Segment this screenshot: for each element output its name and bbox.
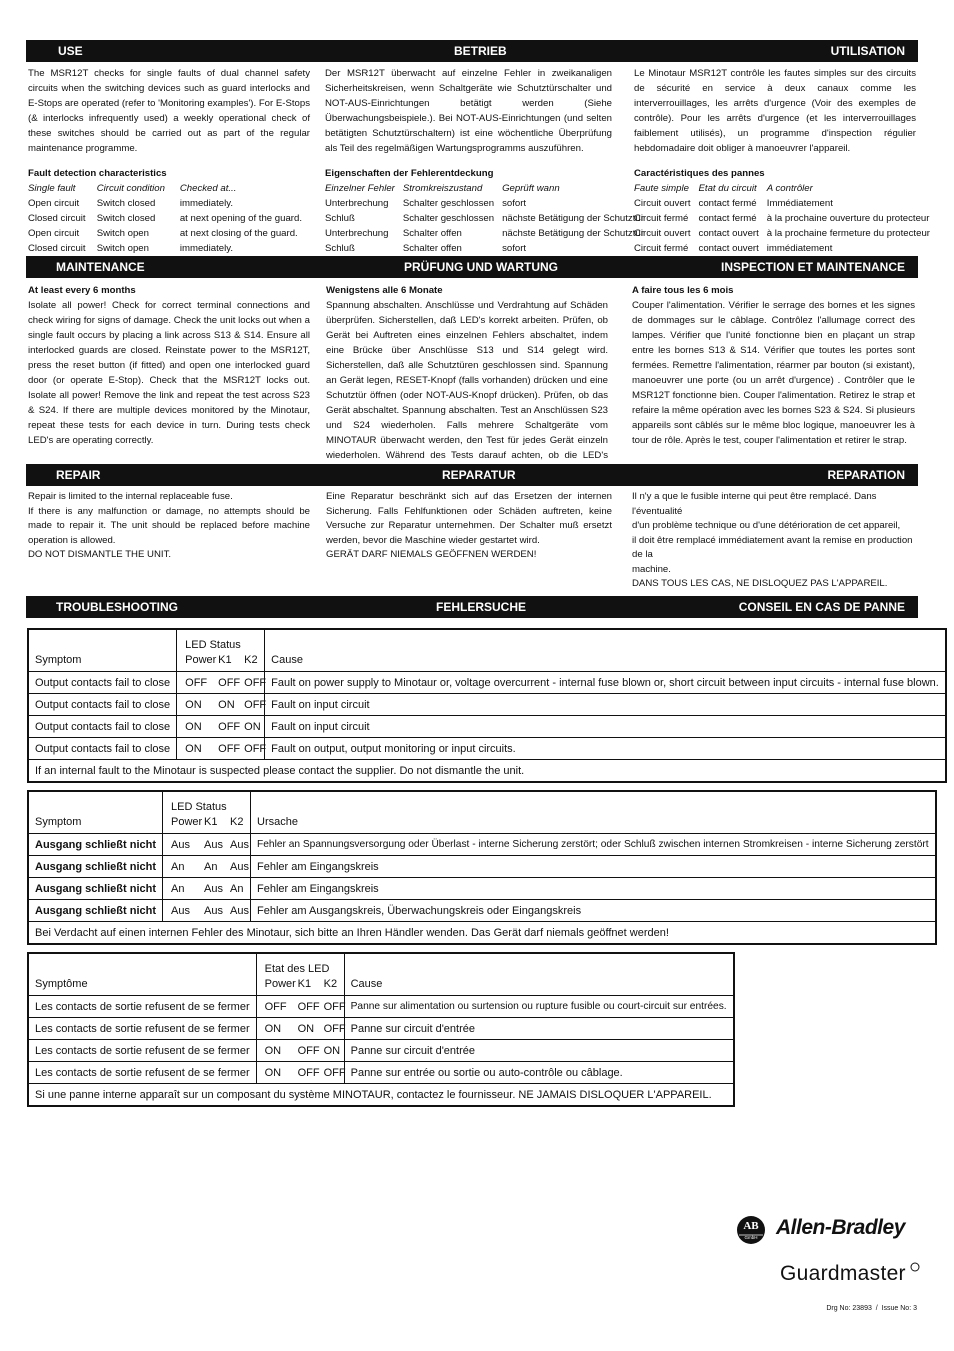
section-bar-troubleshooting	[26, 596, 918, 618]
table-row: Ausgang schließt nicht Aus Aus Aus Fehler am Ausgangskreis, Überwachungskreis oder Eingangskreis	[28, 900, 936, 922]
repair-line: DANS TOUS LES CAS, NE DISLOQUEZ PAS L'APPAREIL.	[632, 578, 888, 589]
table-row: Les contacts de sortie refusent de se fermer ON ON OFF Panne sur circuit d'entrée	[28, 1018, 734, 1040]
troubleshooting-table-fr	[27, 952, 735, 1107]
table-row: Output contacts fail to close ON ON OFF Fault on input circuit	[28, 694, 946, 716]
heading-use-de: BETRIEB	[454, 44, 507, 58]
maintenance-text-en: Isolate all power! Check for correct terminal connections and check wiring for signs of damage. Check the unit locks out when a single fault occurs by placing a link across S13 & S14. Ensure all interlocked guards are closed. Reinstate power to the MSR12T, press the reset button (if fitted) and open one interlocked guard door (or operate E-Stop). Check that the MSR12T locks out. Isolate all power! Remove the link and repeat the test across S23 & S24. If there are multiple devices monitored by the Minotaur, repeat these tests for each device in turn. During tests check LED's are operating correctly.	[28, 300, 310, 446]
col-header-power: Power	[185, 654, 217, 666]
col-header-k2: K2	[244, 654, 258, 666]
maintenance-title-de: Wenigstens alle 6 Monate	[326, 285, 443, 296]
fault-row: Unterbrechung Schalter geschlossen sofort	[325, 198, 527, 209]
fault-row: Closed circuit Switch open immediately.	[28, 243, 233, 254]
use-column-en	[28, 66, 310, 256]
section-bar-repair	[26, 464, 918, 486]
col-header-power: Power	[171, 816, 203, 828]
table-row: Output contacts fail to close ON OFF OFF Fault on output, output monitoring or input circuits.	[28, 738, 946, 760]
fault-col-header: Etat du circuit	[698, 183, 757, 194]
col-header-k1: K1	[297, 978, 312, 990]
led-status-label: LED Status	[185, 639, 241, 651]
col-header-cause: Cause	[265, 629, 946, 672]
table-row: Output contacts fail to close ON OFF ON Fault on input circuit	[28, 716, 946, 738]
fault-col-header: Geprüft wann	[502, 183, 560, 194]
table-footer-note: Si une panne interne apparaît sur un composant du système MINOTAUR, contactez le fournisseur. NE JAMAIS DISLOQUER L'APPAREIL.	[28, 1084, 734, 1107]
drawing-number: Drg No: 23893 / Issue No: 3	[826, 1305, 917, 1312]
repair-line: DO NOT DISMANTLE THE UNIT.	[28, 549, 172, 560]
fault-table-title-en: Fault detection characteristics	[28, 168, 167, 179]
repair-column-en	[28, 490, 310, 563]
heading-troubleshooting-de: FEHLERSUCHE	[436, 600, 527, 614]
fault-col-header: Checked at...	[179, 183, 237, 194]
col-header-symptom: Symptôme	[28, 953, 256, 996]
ab-logo	[736, 1215, 766, 1245]
table-row: Ausgang schließt nicht Aus Aus Aus Fehler an Spannungsversorgung oder Überlast - interne Sicherung zerstört; oder Schluß zwischen internen Stromkreisen - interne Sicherung zerstört	[28, 834, 936, 856]
fault-row: Open circuit Switch closed immediately.	[28, 198, 233, 209]
maintenance-title-en: At least every 6 months	[28, 285, 136, 296]
repair-line: d'un problème technique ou d'une détérioration de cet appareil,	[632, 520, 901, 531]
guardmaster-logo: Guardmaster	[780, 1262, 906, 1285]
heading-troubleshooting-fr: CONSEIL EN CAS DE PANNE	[738, 600, 905, 614]
col-header-symptom: Symptom	[28, 629, 177, 672]
table-row: Ausgang schließt nicht An Aus An Fehler am Eingangskreis	[28, 878, 936, 900]
repair-line: machine.	[632, 563, 671, 575]
repair-column-fr	[632, 490, 915, 592]
heading-repair-fr: REPARATION	[827, 468, 905, 482]
fault-col-header: Single fault	[28, 183, 76, 194]
use-column-de	[325, 66, 644, 256]
heading-maintenance-de: PRÜFUNG UND WARTUNG	[404, 260, 558, 274]
fault-row: Schluß Schalter offen sofort	[325, 243, 527, 254]
led-status-header	[177, 629, 265, 672]
fault-row: Circuit fermé contact fermé à la prochaine ouverture du protecteur	[634, 213, 930, 224]
fault-table-title-de: Eigenschaften der Fehlerentdeckung	[325, 168, 494, 179]
led-status-header	[256, 953, 344, 996]
troubleshooting-table-de	[27, 790, 937, 945]
use-column-fr	[634, 66, 930, 256]
fault-row: Circuit ouvert contact ouvert à la prochaine fermeture du protecteur	[634, 228, 930, 239]
fault-row: Schluß Schalter geschlossen nächste Betätigung der Schutztür	[325, 213, 644, 224]
maintenance-column-en	[28, 283, 310, 448]
col-header-cause: Cause	[344, 953, 734, 996]
repair-line: If there is any malfunction or damage, no attempts should be made to repair it. The unit should be replaced before machine operation is allowed.	[28, 505, 310, 546]
table-footer-row	[28, 922, 936, 945]
col-header-k1: K1	[218, 654, 232, 666]
heading-troubleshooting-en: TROUBLESHOOTING	[56, 600, 178, 614]
repair-line: Repair is limited to the internal replaceable fuse.	[28, 491, 233, 502]
heading-maintenance-en: MAINTENANCE	[56, 260, 145, 274]
repair-line: il doit être remplacé immédiatement avant la remise en production de la	[632, 534, 913, 560]
fault-row: Unterbrechung Schalter offen nächste Betätigung der Schutztür	[325, 228, 644, 239]
heading-use-fr: UTILISATION	[830, 44, 905, 58]
heading-repair-en: REPAIR	[56, 468, 101, 482]
table-row: Les contacts de sortie refusent de se fermer ON OFF OFF Panne sur entrée ou sortie ou auto-contrôle ou câblage.	[28, 1062, 734, 1084]
fault-row: Closed circuit Switch closed at next opening of the guard.	[28, 213, 302, 224]
table-footer-row	[28, 1084, 734, 1107]
table-row: Les contacts de sortie refusent de se fermer ON OFF ON Panne sur circuit d'entrée	[28, 1040, 734, 1062]
fault-table-fr	[634, 181, 938, 256]
ab-badge-text: AB	[743, 1220, 759, 1232]
section-bar-maintenance	[26, 256, 918, 278]
fault-table-title-fr: Caractéristiques des pannes	[634, 168, 765, 179]
fault-col-header: A contrôler	[766, 183, 813, 194]
col-header-power: Power	[264, 978, 296, 990]
led-status-label: Etat des LED	[264, 963, 330, 975]
fault-col-header: Circuit condition	[96, 183, 165, 194]
repair-line: Il n'y a que le fusible interne qui peut être remplacé. Dans l'éventualité	[632, 491, 877, 517]
fault-row: Circuit fermé contact ouvert immédiatement	[634, 243, 833, 254]
maintenance-column-fr	[632, 283, 915, 448]
col-header-k2: K2	[323, 978, 338, 990]
repair-column-de	[326, 490, 612, 563]
maintenance-text-de: Spannung abschalten. Anschlüsse und Verdrahtung auf Schäden überprüfen. Sicherstellen, daß LED's korrekt arbeiten. Prüfen, ob Gerät bei Auftreten eines einzelnen Fehlers abschaltet, indem eine Brücke über Anschlüsse S13 und S14 gelegt wird. Sicherstellen, daß alle Schutztüren geschlossen sind. Spannung an Gerät legen, RESET-Knopf (falls vorhanden) drücken und eine Schutztür öffnen (oder NOT-AUS-Knopf drücken). Prüfen, ob das Gerät abschaltet. Spannung abschalten. Test an Anschlüssen S23 und S24 wiederholen. Falls mehrere Schaltgeräte vom MINOTAUR überwacht werden, den Test für jedes Gerät einzeln wiederholen. Während des Tests darauf achten, ob die LED's	[326, 300, 608, 461]
heading-use-en: USE	[58, 44, 83, 58]
fault-col-header: Einzelner Fehler	[325, 183, 395, 194]
use-text-de: Der MSR12T überwacht auf einzelne Fehler in zweikanaligen Sicherheitskreisen, wenn Schaltgeräte wie Schutztürschalter und NOT-AUS-Einrichtungen betätigt werden (Siehe Überwachungsbeispiele.). Bei NOT-AUS-Einrichtungen (und selten betätigten Schutztürschaltern) ist eine wöchentliche Überprüfung als Teil des regelmäßigen Wartungsprogramms auszuführen.	[325, 68, 612, 154]
table-footer-row	[28, 760, 946, 783]
led-status-label: LED Status	[171, 801, 227, 813]
led-status-header	[163, 791, 251, 834]
troubleshooting-table-en	[27, 628, 947, 783]
fault-table-de	[325, 181, 652, 256]
fault-row: Circuit ouvert contact fermé Immédiatement	[634, 198, 833, 209]
fault-row: Open circuit Switch open at next closing of the guard.	[28, 228, 298, 239]
fault-col-header: Stromkreiszustand	[402, 183, 483, 194]
col-header-cause: Ursache	[251, 791, 936, 834]
allen-bradley-wordmark: Allen-Bradley	[776, 1216, 905, 1239]
ab-badge-subtext: GmbH	[744, 1235, 758, 1240]
use-text-en: The MSR12T checks for single faults of dual channel safety circuits when the switching devices such as guard interlocks and E-Stops are operated (refer to 'Monitoring examples'). For E-Stops (& interlocks infrequently used) a weekly operational check of these switches should be carried out as part of the regular maintenance programme.	[28, 68, 311, 154]
table-row: Les contacts de sortie refusent de se fermer OFF OFF OFF Panne sur alimentation ou surtension ou rupture fusible ou court-circuit sur entrées.	[28, 996, 734, 1018]
fault-col-header: Faute simple	[634, 183, 689, 194]
col-header-k1: K1	[204, 816, 218, 828]
maintenance-title-fr: A faire tous les 6 mois	[632, 285, 734, 296]
col-header-k2: K2	[230, 816, 244, 828]
repair-line: Eine Reparatur beschränkt sich auf das Ersetzen der internen Sicherung. Falls Fehlfunktionen oder Schäden auftreten, keine Versuche zur Reparatur unternehmen. Der Schalter muß ersetzt werden, bevor die Maschine wieder gestartet wird.	[326, 491, 612, 546]
table-row: Output contacts fail to close OFF OFF OFF Fault on power supply to Minotaur or, voltage overcurrent - internal fuse blown or, short circuit between input circuits - internal fuse blown.	[28, 672, 946, 694]
guardmaster-registered-icon	[910, 1262, 920, 1272]
heading-repair-de: REPARATUR	[442, 468, 516, 482]
section-bar-use	[26, 40, 918, 62]
table-footer-note: If an internal fault to the Minotaur is suspected please contact the supplier. Do not dismantle the unit.	[28, 760, 946, 783]
maintenance-text-fr: Couper l'alimentation. Vérifier le serrage des bornes et les signes de dommages sur le câblage. Contrôlez l'allumage correct des lampes. Vérifier que l'unité fonctionne bien en plaçant un strap entre les bornes S13 & S14. Vérifier que toutes les portes sont fermées. Remettre l'alimentation, réarmer par bouton (si existant), manoeuvrer une porte (ou un arrêt d'urgence) . Contrôler que le MSR12T fonctionne bien. Couper l'alimentation. Retirez le strap et refaire la même opération avec les bornes S23 & S24. Si plusieurs appareils sont câblés sur le même bloc logique, manoeuvrer les à tour de rôle. Après le test, couper l'alimentation et retirer le strap.	[632, 300, 915, 446]
table-footer-note: Bei Verdacht auf einen internen Fehler des Minotaur, sich bitte an Ihren Händler wenden. Das Gerät darf niemals geöffnet werden!	[28, 922, 936, 945]
maintenance-column-de	[326, 283, 608, 478]
fault-table-en	[28, 181, 310, 256]
table-row: Ausgang schließt nicht An An Aus Fehler am Eingangskreis	[28, 856, 936, 878]
col-header-symptom: Symptom	[28, 791, 163, 834]
heading-maintenance-fr: INSPECTION ET MAINTENANCE	[720, 260, 905, 274]
use-text-fr: Le Minotaur MSR12T contrôle les fautes simples sur des circuits de sécurité en service à deux canaux comme les interverrouillages, les arrêts d'urgence (Voir des exemples de contrôle). Pour les arrêts d'urgence (et les interverrouillages faiblement utilisés), un programme d'inspection régulier hebdomadaire doit obliger à manoeuvrer l'appareil.	[634, 68, 916, 154]
repair-line: GERÄT DARF NIEMALS GEÖFFNEN WERDEN!	[326, 549, 537, 560]
